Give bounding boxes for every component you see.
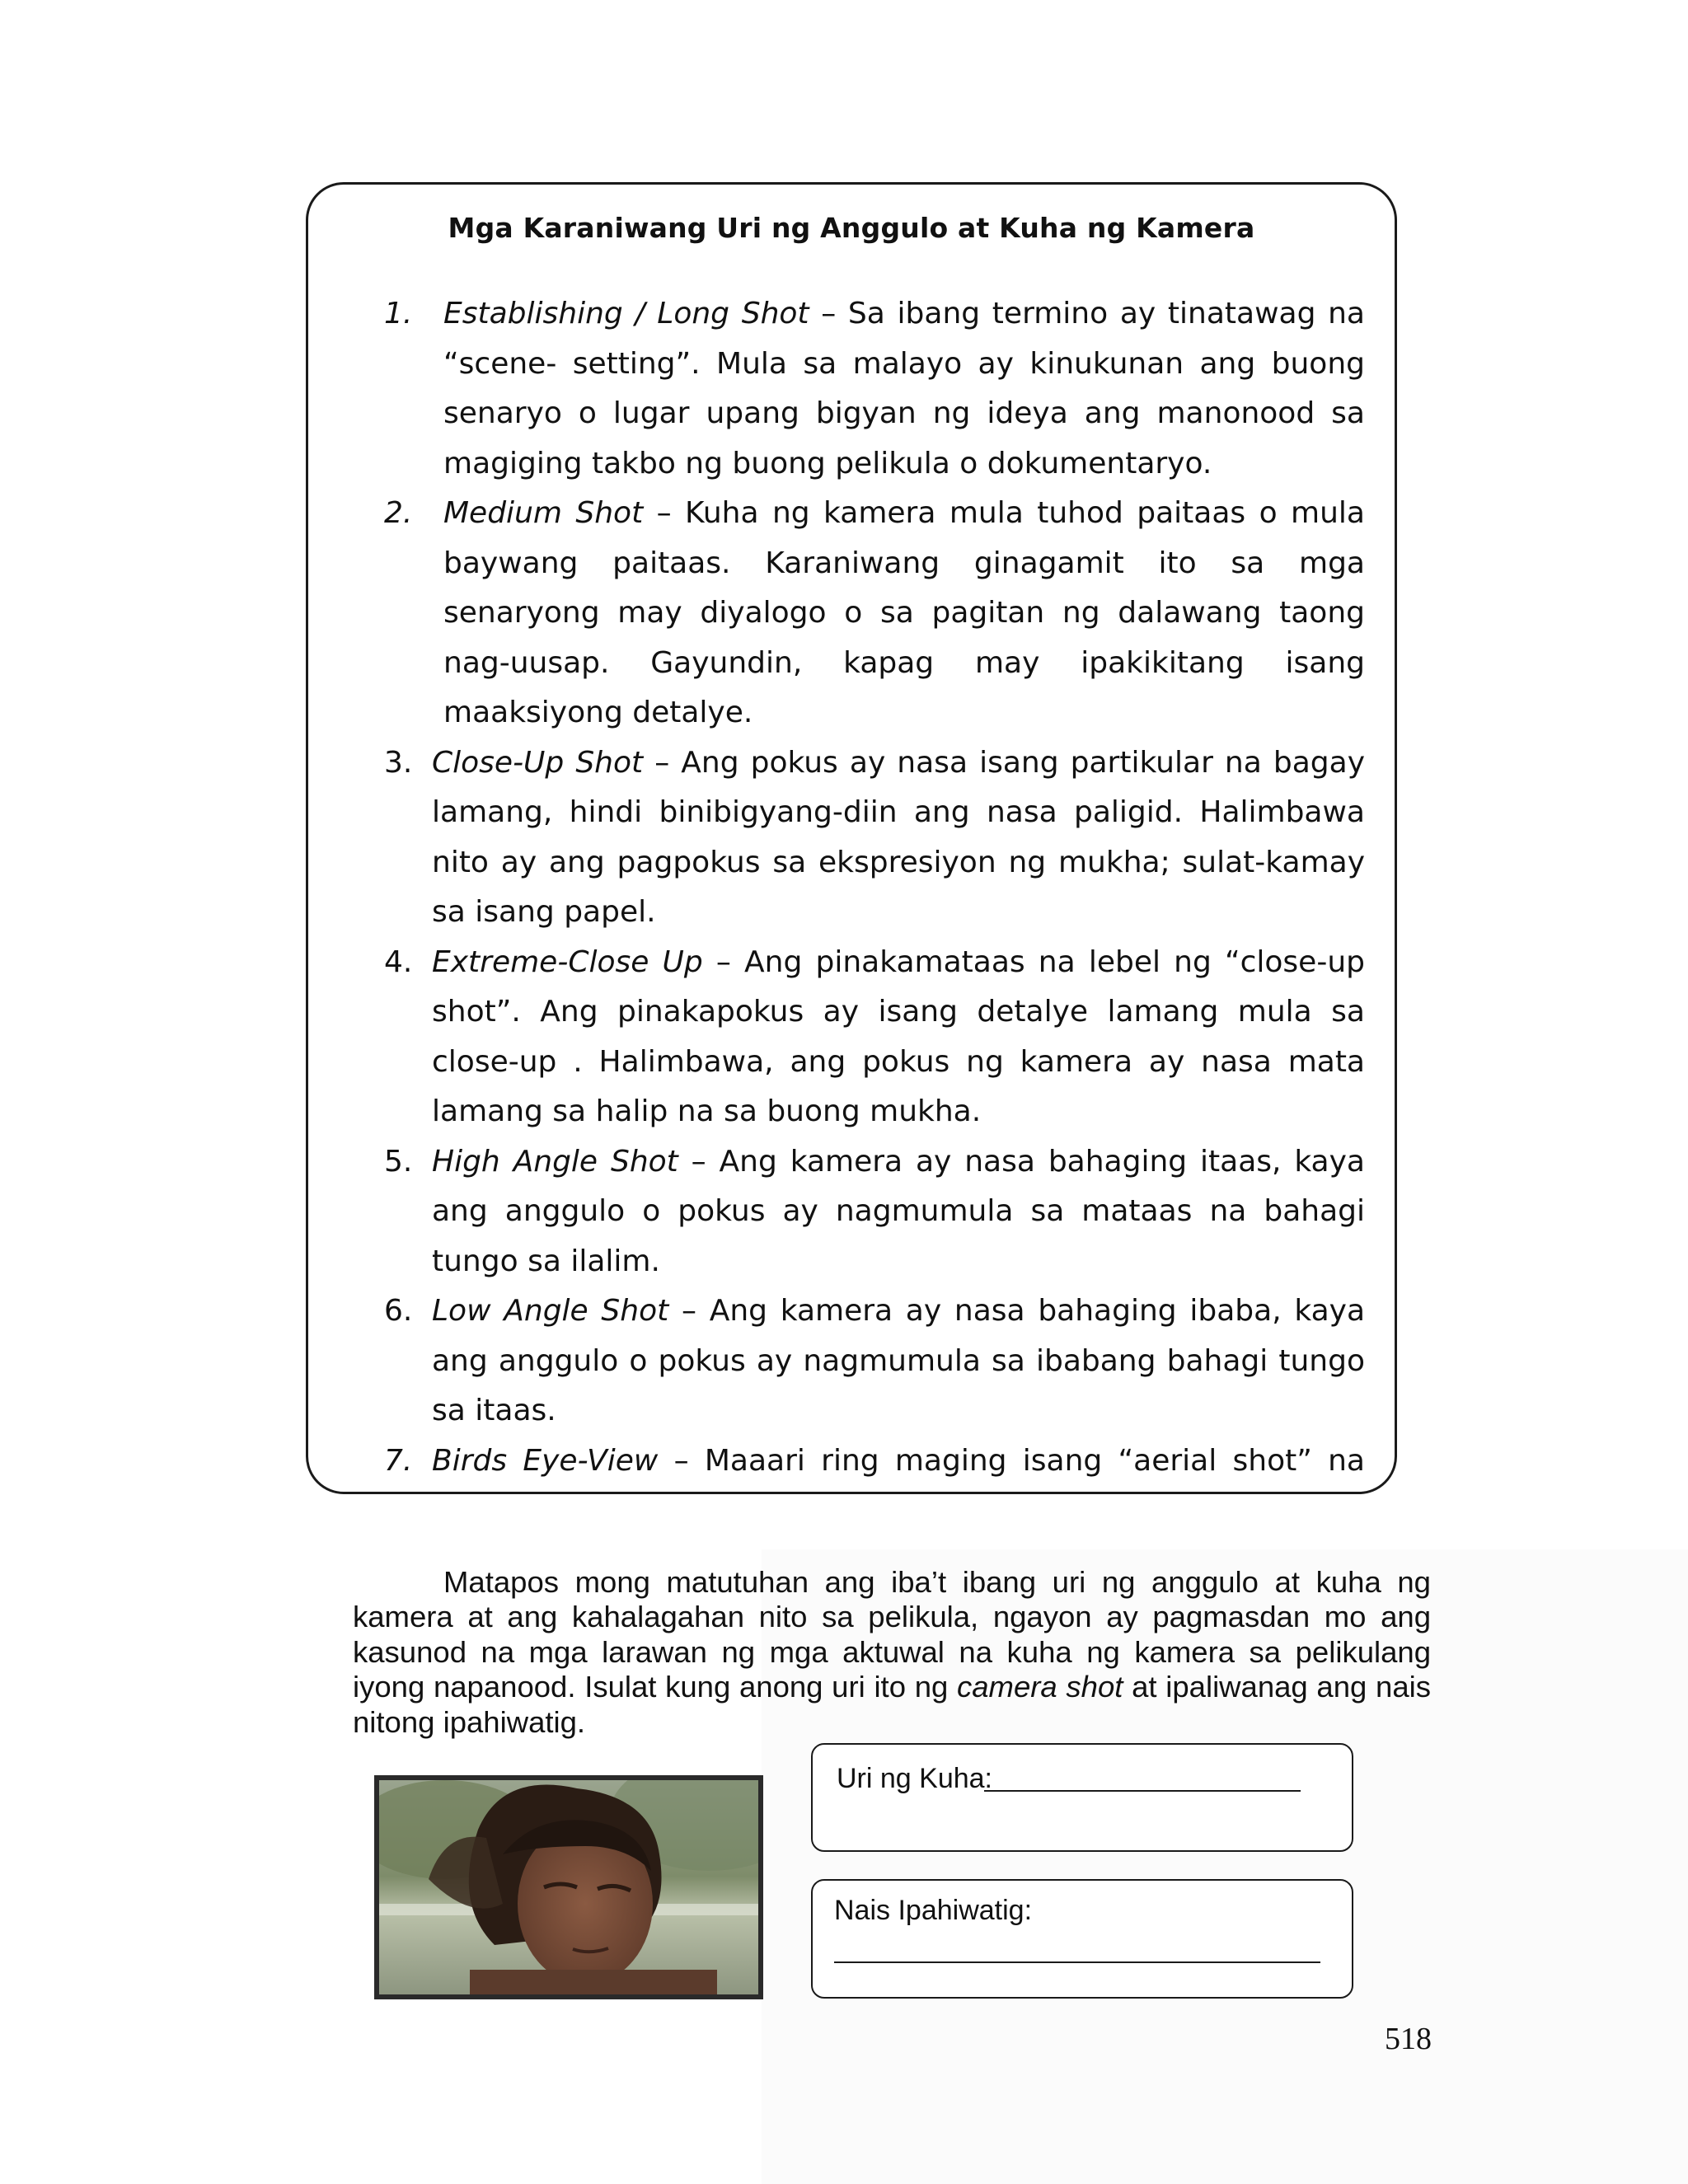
term-description: – Ang pokus ay nasa isang partikular na bagay lamang, hindi binibigyang-diin ang nasa paligid. Halimbawa nito ay ang pagpokus sa ekspresiyon ng mukha; sulat-kamay sa isang papel. bbox=[432, 745, 1365, 929]
item-number: 3. bbox=[384, 745, 413, 780]
nais-ipahiwatig-answer-line[interactable] bbox=[834, 1961, 1320, 1963]
term-name: High Angle Shot bbox=[432, 1144, 678, 1179]
uri-ng-kuha-box bbox=[811, 1743, 1353, 1852]
list-item bbox=[308, 1436, 1395, 1495]
term-name: Medium Shot bbox=[443, 496, 644, 530]
list-item bbox=[308, 1137, 1395, 1287]
item-number: 2. bbox=[384, 496, 413, 530]
term-name: Low Angle Shot bbox=[432, 1294, 669, 1328]
item-number: 5. bbox=[384, 1144, 413, 1179]
camera-shots-box bbox=[306, 182, 1397, 1494]
nais-ipahiwatig-label: Nais Ipahiwatig: bbox=[834, 1895, 1033, 1926]
term-description: – Ang kamera ay nasa bahaging itaas, kaya ang anggulo o pokus ay nagmumula sa mataas na bahagi tungo sa ilalim. bbox=[432, 1144, 1365, 1278]
item-number: 4. bbox=[384, 944, 413, 979]
list-item bbox=[308, 489, 1395, 738]
term-name: Establishing / Long Shot bbox=[443, 297, 809, 330]
term-description: – Ang kamera ay nasa bahaging ibaba, kaya ang anggulo o pokus ay nagmumula sa ibabang bahagi tungo sa itaas. bbox=[432, 1294, 1365, 1427]
term-description: – Kuha ng kamera mula tuhod paitaas o mula baywang paitaas. Karaniwang ginagamit ito sa mga senaryong may diyalogo o sa pagitan ng dalawang taong nag-uusap. Gayundin, kapag may ipakikitang isang maaksiyong detalye. bbox=[443, 496, 1365, 729]
film-still-photo bbox=[374, 1775, 763, 1999]
page-number: 518 bbox=[1385, 2022, 1432, 2056]
instruction-emphasis: camera shot bbox=[957, 1670, 1123, 1704]
item-number: 6. bbox=[384, 1294, 413, 1328]
instruction-text: Matapos mong matutuhan ang iba’t ibang uri ng anggulo at kuha ng kamera at ang kahalagahan nito sa pelikula, ngayon ay pagmasdan mo ang kasunod na mga larawan ng mga aktuwal na kuha ng kamera sa pelikulang iyong napanood. Isulat kung anong uri ito ng bbox=[353, 1564, 1431, 1704]
list-item bbox=[308, 1286, 1395, 1436]
term-description: – Sa ibang termino ay tinatawag na “scene- setting”. Mula sa malayo ay kinukunan ang buong senaryo o lugar upang bigyan ng ideya ang manonood sa magiging takbo ng buong pelikula o dokumentaryo. bbox=[443, 297, 1365, 480]
instruction-text-end: at ipaliwanag ang nais nitong ipahiwatig. bbox=[353, 1670, 1431, 1739]
nais-ipahiwatig-box bbox=[811, 1879, 1353, 1999]
list-item bbox=[308, 738, 1395, 938]
uri-ng-kuha-label: Uri ng Kuha: bbox=[837, 1763, 992, 1794]
item-number: 1. bbox=[384, 297, 413, 330]
instruction-paragraph bbox=[353, 1565, 1431, 1741]
term-name: Birds Eye-View bbox=[432, 1443, 659, 1478]
term-name: Close-Up Shot bbox=[432, 745, 644, 780]
term-name: Extreme-Close Up bbox=[432, 944, 703, 979]
term-description: – Ang pinakamataas na lebel ng “close-up shot”. Ang pinakapokus ay isang detalye lamang mula sa close-up . Halimbawa, ang pokus ng kamera ay nasa mata lamang sa halip na sa buong mukha. bbox=[432, 944, 1365, 1128]
item-number: 7. bbox=[384, 1443, 413, 1478]
box-title: Mga Karaniwang Uri ng Anggulo at Kuha ng Kamera bbox=[448, 212, 1255, 244]
uri-ng-kuha-answer-line[interactable] bbox=[984, 1790, 1301, 1792]
terms-list bbox=[308, 289, 1395, 1494]
list-item bbox=[308, 938, 1395, 1137]
film-still-illustration bbox=[379, 1780, 758, 1994]
term-description: – Maaari ring maging isang “aerial shot” na bbox=[673, 1443, 1365, 1478]
list-item bbox=[308, 289, 1395, 489]
